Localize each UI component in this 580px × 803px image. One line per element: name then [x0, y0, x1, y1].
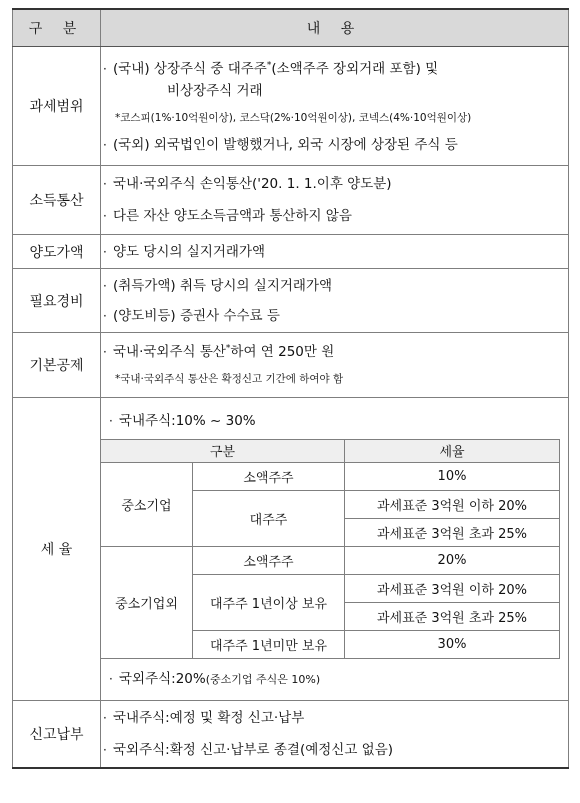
scope-line-1-cont: 비상장주식 거래 [167, 83, 263, 99]
rate-non-major-short: 대주주 1년미만 보유 [193, 630, 345, 658]
expense-line-1: · (취득가액) 취득 당시의 실지거래가액 [103, 277, 333, 294]
filing-line-1-text: 국내주식:예정 및 확정 신고·납부 [113, 710, 305, 726]
content-expense [101, 269, 569, 333]
content-deduction [101, 333, 569, 398]
expense-line-2: · (양도비등) 증권사 수수료 등 [103, 307, 280, 324]
rate-sme-major: 대주주 [193, 490, 345, 546]
row-offset [13, 166, 569, 235]
rate-sme-minor-rate: 10% [345, 462, 560, 490]
rate-domestic-text: 국내주식:10% ~ 30% [119, 412, 256, 429]
rate-sme-label: 중소기업 [101, 462, 193, 546]
table-header-row [13, 9, 569, 47]
expense-line-1-text: (취득가액) 취득 당시의 실지거래가액 [113, 277, 333, 294]
row-scope [13, 47, 569, 166]
rate-table-header [101, 439, 560, 462]
label-rate: 세 율 [13, 398, 101, 701]
filing-line-2-text: 국외주식:확정 신고·납부로 종결(예정신고 없음) [113, 742, 394, 758]
content-filing [101, 701, 569, 769]
scope-line-1-text: (국내) 상장주식 중 대주주 [113, 61, 267, 77]
rate-sme-minor: 소액주주 [193, 462, 345, 490]
rate-sme-major-rate-1: 과세표준 3억원 이하 20% [345, 490, 560, 518]
price-line-1: · 양도 당시의 실지거래가액 [103, 243, 266, 260]
content-scope [101, 47, 569, 166]
header-content: 내 용 [101, 9, 569, 47]
table-row [101, 462, 560, 490]
rate-table [100, 439, 560, 659]
price-line-1-text: 양도 당시의 실지거래가액 [113, 243, 266, 260]
rate-foreign-text: 국외주식:20% [119, 670, 206, 687]
rate-non-major-short-rate: 30% [345, 630, 560, 658]
offset-line-1-text: 국내·국외주식 손익통산('20. 1. 1.이후 양도분) [113, 176, 392, 192]
offset-line-2-text: 다른 자산 양도소득금액과 통산하지 않음 [113, 208, 352, 224]
expense-line-2-text: (양도비등) 증권사 수수료 등 [113, 307, 280, 324]
row-filing [13, 701, 569, 769]
row-rate [13, 398, 569, 701]
label-price: 양도가액 [13, 235, 101, 269]
deduction-footnote-mark: * [225, 343, 231, 354]
scope-line-2: · (국외) 외국법인이 발행했거나, 외국 시장에 상장된 주식 등 [103, 137, 458, 153]
label-expense: 필요경비 [13, 269, 101, 333]
rate-non-major-long-rate-1: 과세표준 3억원 이하 20% [345, 574, 560, 602]
deduction-line-1-text: 국내·국외주식 통산 [113, 344, 226, 360]
rate-table-header-category: 구분 [101, 439, 345, 462]
rate-domestic: · 국내주식:10% ~ 30% [109, 412, 256, 429]
scope-note: *코스피(1%·10억원이상), 코스닥(2%·10억원이상), 코넥스(4%·10억원이상) [115, 112, 472, 124]
deduction-line-1: · 국내·국외주식 통산*하여 연 250만 원 [103, 343, 335, 360]
row-deduction [13, 333, 569, 398]
filing-line-2: · 국외주식:확정 신고·납부로 종결(예정신고 없음) [103, 742, 394, 758]
scope-line-1-tail: (소액주주 장외거래 포함) 및 [271, 61, 439, 77]
rate-non-sme-label: 중소기업외 [101, 546, 193, 658]
offset-line-1: · 국내·국외주식 손익통산('20. 1. 1.이후 양도분) [103, 176, 392, 192]
row-price [13, 235, 569, 269]
tax-summary-table [12, 8, 569, 769]
row-expense [13, 269, 569, 333]
scope-line-1: · (국내) 상장주식 중 대주주*(소액주주 장외거래 포함) 및 [103, 60, 439, 77]
table-row [101, 546, 560, 574]
rate-non-major-long-rate-2: 과세표준 3억원 초과 25% [345, 602, 560, 630]
label-deduction: 기본공제 [13, 333, 101, 398]
label-offset: 소득통산 [13, 166, 101, 235]
label-filing: 신고납부 [13, 701, 101, 769]
offset-line-2: · 다른 자산 양도소득금액과 통산하지 않음 [103, 208, 352, 224]
scope-line-2-text: (국외) 외국법인이 발행했거나, 외국 시장에 상장된 주식 등 [113, 137, 458, 153]
rate-foreign-note: (중소기업 주식은 10%) [205, 672, 321, 686]
content-rate [101, 398, 569, 701]
rate-table-header-rate: 세율 [345, 439, 560, 462]
rate-foreign: · 국외주식:20%(중소기업 주식은 10%) [109, 670, 321, 687]
rate-non-minor-rate: 20% [345, 546, 560, 574]
tax-summary-document [12, 8, 569, 769]
filing-line-1: · 국내주식:예정 및 확정 신고·납부 [103, 710, 305, 726]
scope-footnote-mark: * [266, 60, 272, 71]
label-scope: 과세범위 [13, 47, 101, 166]
deduction-note: *국내·국외주식 통산은 확정신고 기간에 하여야 함 [115, 373, 344, 385]
content-price [101, 235, 569, 269]
rate-non-major-long: 대주주 1년이상 보유 [193, 574, 345, 630]
deduction-line-1-tail: 하여 연 250만 원 [230, 344, 335, 360]
content-offset [101, 166, 569, 235]
rate-sme-major-rate-2: 과세표준 3억원 초과 25% [345, 518, 560, 546]
header-category: 구 분 [13, 9, 101, 47]
rate-non-minor: 소액주주 [193, 546, 345, 574]
